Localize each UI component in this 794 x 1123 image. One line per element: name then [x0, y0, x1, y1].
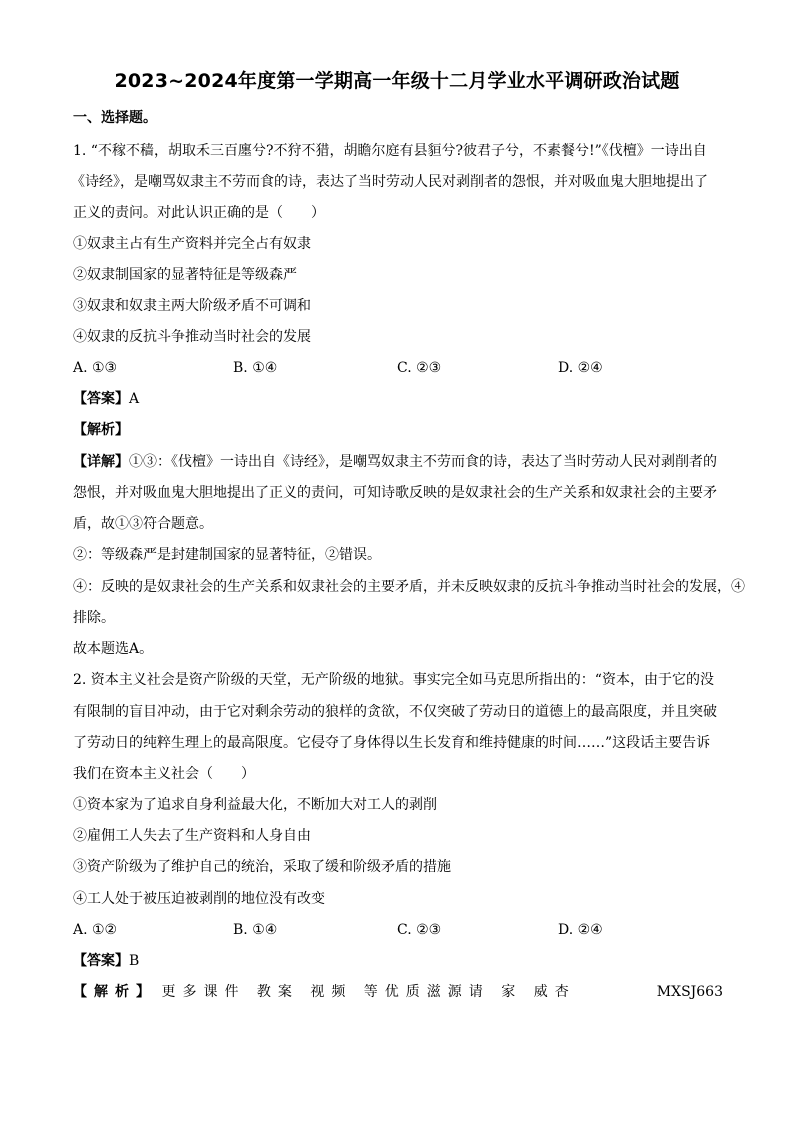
q1-analysis-label: 【解析】: [73, 422, 129, 438]
q2-answer: [73, 950, 139, 972]
q2-option-b: B. ①④: [233, 922, 278, 938]
q1-option-c: C. ②③: [397, 360, 442, 376]
q2-statement-4: ④工人处于被压迫被剥削的地位没有改变: [73, 891, 325, 907]
page-title: 2023~2024年度第一学期高一年级十二月学业水平调研政治试题: [114, 70, 680, 92]
q2-statement-2: ②雇佣工人失去了生产资料和人身自由: [73, 828, 311, 844]
q2-statement-3: ③资产阶级为了维护自己的统治，采取了缓和阶级矛盾的措施: [73, 859, 451, 875]
answer-label: 【答案】: [73, 391, 129, 407]
q1-statement-3: ③奴隶和奴隶主两大阶级矛盾不可调和: [73, 298, 311, 314]
q1-stem-line-1: 1. “不稼不穑，胡取禾三百廛兮?不狩不猎，胡瞻尔庭有县貆兮?彼君子兮，不素餐兮!”《伐檀》一诗出自: [73, 143, 707, 159]
footer-text: 更多课件 教案 视频 等优质滋源请 家 威杏: [161, 984, 576, 1000]
q1-detail-line-7: 故本题选A。: [73, 641, 154, 657]
q2-stem-line-1: 2. 资本主义社会是资产阶级的天堂，无产阶级的地狱。事实完全如马克思所指出的：“资本，由于它的没: [73, 672, 714, 688]
q1-detail-line-1: [73, 451, 717, 473]
q1-detail-line-5: ④：反映的是奴隶社会的生产关系和奴隶社会的主要矛盾，并未反映奴隶的反抗斗争推动当时社会的发展，④: [73, 579, 745, 595]
answer-label: 【答案】: [73, 953, 129, 969]
q1-answer: [73, 388, 139, 410]
q1-statement-2: ②奴隶制国家的显著特征是等级森严: [73, 267, 297, 283]
q1-stem-line-3: 正义的责问。对此认识正确的是（ ）: [73, 205, 325, 221]
footer-analysis-label: 【解析】: [73, 984, 157, 1000]
q2-option-c: C. ②③: [397, 922, 442, 938]
q1-detail-line-6: 排除。: [73, 610, 115, 626]
q1-detail-line-2: 怨恨，并对吸血鬼大胆地提出了正义的责问，可知诗歌反映的是奴隶社会的生产关系和奴隶社会的主要矛: [73, 485, 717, 501]
answer-value: B: [129, 953, 140, 969]
q2-stem-line-3: 了劳动日的纯粹生理上的最高限度。它侵夺了身体得以生长发育和维持健康的时间……”这段话主要告诉: [73, 735, 711, 751]
q2-option-d: D. ②④: [558, 922, 603, 938]
q1-statement-4: ④奴隶的反抗斗争推动当时社会的发展: [73, 329, 311, 345]
detail-text: ①③：《伐檀》一诗出自《诗经》，是嘲骂奴隶主不劳而食的诗，表达了当时劳动人民对剥削者的: [129, 454, 717, 470]
q1-statement-1: ①奴隶主占有生产资料并完全占有奴隶: [73, 236, 311, 252]
footer-line: [73, 981, 723, 1003]
q1-detail-line-3: 盾，故①③符合题意。: [73, 516, 213, 532]
detail-label: 【详解】: [73, 454, 129, 470]
footer-code: MXSJ663: [656, 984, 723, 1000]
section-heading: 一、选择题。: [73, 110, 157, 126]
q1-option-a: A. ①③: [73, 360, 118, 376]
q1-detail-line-4: ②：等级森严是封建制国家的显著特征，②错误。: [73, 547, 381, 563]
q2-stem-line-4: 我们在资本主义社会（ ）: [73, 766, 255, 782]
q1-stem-line-2: 《诗经》，是嘲骂奴隶主不劳而食的诗，表达了当时劳动人民对剥削者的怨恨，并对吸血鬼大胆地提出了: [71, 174, 708, 190]
q2-option-a: A. ①②: [73, 922, 118, 938]
answer-value: A: [129, 391, 140, 407]
q1-option-d: D. ②④: [558, 360, 603, 376]
q2-stem-line-2: 有限制的盲目冲动，由于它对剩余劳动的狼样的贪欲，不仅突破了劳动日的道德上的最高限度，并且突破: [73, 704, 717, 720]
q2-statement-1: ①资本家为了追求自身利益最大化，不断加大对工人的剥削: [73, 797, 437, 813]
q1-option-b: B. ①④: [233, 360, 278, 376]
